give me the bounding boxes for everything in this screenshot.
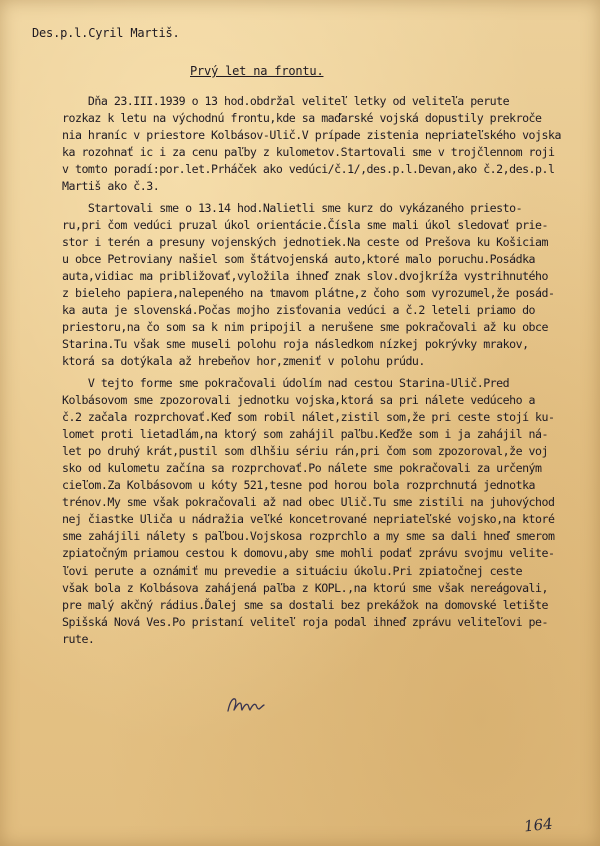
text-line: ru,pri čom vedúci pruzal úkol orientácie.Čísla sme mali úkol sledovať prie- — [62, 217, 549, 232]
text-line: lomet proti lietadlám,na ktorý som zahájil paľbu.Keďže som i ja zahájil ná- — [62, 426, 549, 441]
text-line: stor i terén a presuny vojenských jednotiek.Na ceste od Prešova ku Košiciam — [62, 234, 549, 249]
text-line: sko od kulometu začína sa rozprchovať.Po nálete sme pokračovali za určeným — [62, 460, 542, 475]
text-line: pre malý akčný rádius.Ďalej sme sa dostali bez prekážok na domovské letište — [62, 597, 549, 612]
text-line: priestoru,na čo som sa k nim pripojil a nerušene sme pokračovali až ku obce — [62, 320, 549, 335]
text-line: zpiatočným priamou cestou k domovu,aby sme mohli podať zprávu svojmu velite- — [62, 546, 555, 561]
text-line: trénov.My sme však pokračovali až nad obec Ulič.Tu sme zistili na juhovýchod — [62, 495, 555, 510]
handwritten-signature — [226, 695, 266, 719]
text-line: rozkaz k letu na východnú frontu,kde sa maďarské vojská dopustily prekroče — [62, 111, 542, 126]
text-line: sme zahájili nálety s paľbou.Vojskosa rozprchlo a my sme sa dali hneď smerom — [62, 529, 555, 544]
text-line: u obce Petroviany našiel som štátvojenská auto,ktoré malo poruchu.Posádka — [62, 251, 536, 266]
text-line: ka auta je slovenská.Počas mojho zisťovania vedúci a č.2 leteli priamo do — [62, 303, 536, 318]
text-line: Spišská Nová Ves.Po pristaní veliteľ roja podal ihneď zprávu veliteľovi pe- — [62, 614, 549, 629]
signature-scribble — [226, 695, 266, 715]
text-line: č.2 začala rozprchovať.Keď som robil nálet,zistil som,že pri ceste stojí ku- — [62, 409, 555, 424]
paragraph-3 — [62, 375, 600, 649]
text-line: Martiš ako č.3. — [62, 179, 160, 194]
text-line: nia hraníc v priestore Kolbásov-Ulič.V prípade zistenia nepriateľského vojska — [62, 128, 561, 143]
text-line: Kolbásovom sme zpozorovali jednotku vojska,ktorá sa pri nálete vedúceho a — [62, 392, 536, 407]
author-line: Des.p.l.Cyril Martiš. — [32, 26, 180, 40]
text-line: cieľom.Za Kolbásovom u kóty 521,tesne pod horou bola rozprchnutá jednotka — [62, 478, 536, 493]
text-line: Dňa 23.III.1939 o 13 hod.obdržal veliteľ letky od veliteľa perute — [62, 94, 510, 108]
text-line: let po druhý krát,pustil som dlhšiu sériu rán,pri čom som zpozoroval,že voj — [62, 443, 549, 458]
text-line: však bola z Kolbásova zahájená paľba z KOPL.,na ktorú sme však nereágovali, — [62, 580, 549, 595]
document-title: Prvý let na frontu. — [190, 64, 324, 78]
text-line: rute. — [62, 631, 95, 646]
text-line: V tejto forme sme pokračovali údolím nad cestou Starina-Ulič.Pred — [62, 375, 510, 390]
text-line: Starina.Tu však sme museli polohu roja následkom nízkej pokrývky mrakov, — [62, 337, 529, 352]
text-line: z bieleho papiera,nalepeného na tmavom plátne,z čoho som vyrozumel,že posád- — [62, 286, 555, 301]
paragraph-1 — [62, 93, 600, 196]
folio-number: 164 — [523, 814, 554, 836]
text-line: Startovali sme o 13.14 hod.Nalietli sme kurz do vykázaného priesto- — [62, 200, 523, 215]
document-body — [62, 93, 600, 648]
text-line: ľovi perute a oznámiť mu prevedie a situáciu úkolu.Pri zpiatočnej ceste — [62, 563, 523, 578]
text-line: v tomto poradí:por.let.Prháček ako vedúci/č.1/,des.p.l.Devan,ako č.2,des.p.l — [62, 162, 555, 177]
text-line: nej čiastke Uliča u nádražia veľké koncetrované nepriateľské vojsko,na ktoré — [62, 512, 555, 527]
text-line: ka rozohnať ic i za cenu paľby z kulometov.Startovali sme v trojčlennom roji — [62, 145, 555, 160]
text-line: auta,vidiac ma približovať,vyložila ihneď znak slov.dvojkríža vystrihnutého — [62, 268, 549, 283]
text-line: ktorá sa dotýkala až hrebeňov hor,zmeniť v polohu prúdu. — [62, 354, 425, 369]
paragraph-2 — [62, 200, 600, 371]
